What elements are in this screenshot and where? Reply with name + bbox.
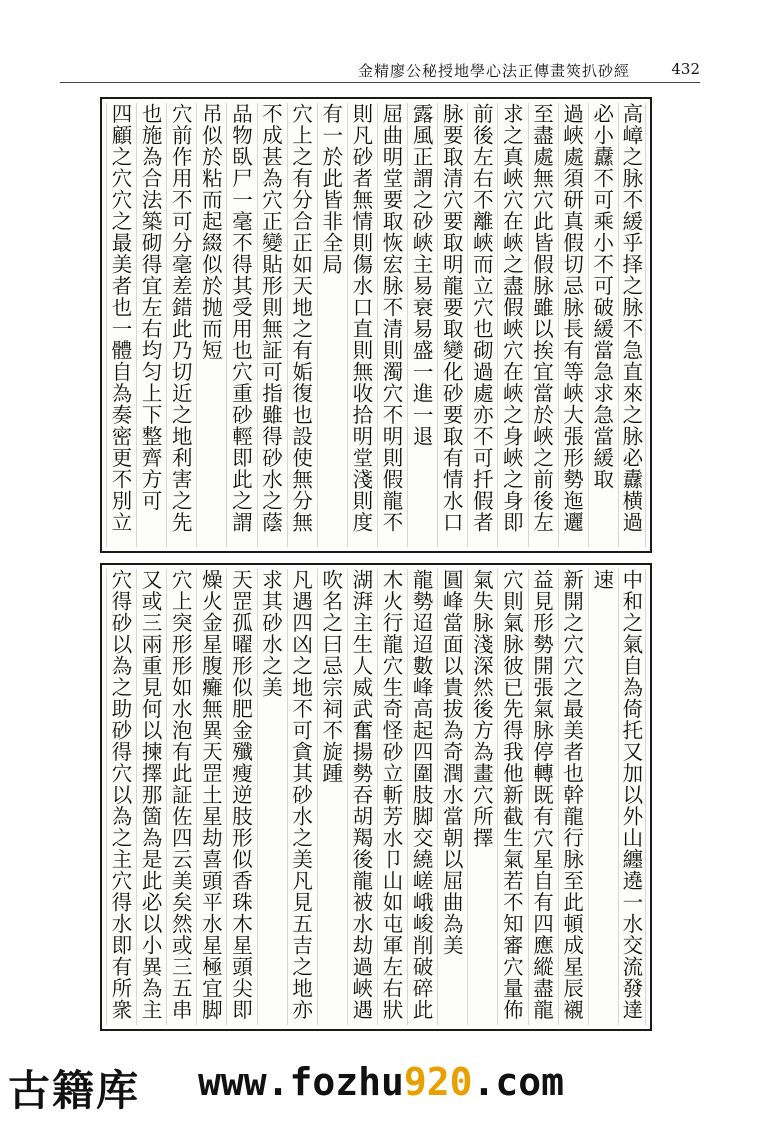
text-column: 脉要取清穴要取明龍要取變化砂要取有情水口 [437, 103, 465, 547]
text-column: 天罡孤曜形似肥金殲瘦逆肢形似香珠木星頭尖即 [226, 569, 254, 1025]
watermark-footer [0, 1058, 759, 1122]
text-column: 速 [588, 569, 616, 1025]
running-header [60, 58, 700, 84]
text-column: 前後左右不離峽而立穴也砌過處亦不可扦假者 [467, 103, 495, 547]
text-column: 中和之氣自為倚托又加以外山纏遶一水交流發達 [618, 569, 646, 1025]
book-title: 金精廖公秘授地學心法正傳畫筴扒砂經 [357, 62, 630, 80]
text-column: 有一於此皆非全局 [317, 103, 345, 547]
text-column: 龍勢迢迢數峰高起四圍肢脚交繞嵯峨峻削破碎此 [407, 569, 435, 1025]
text-column: 穴前作用不可分毫差錯此乃切近之地利害之先 [166, 103, 194, 547]
text-column: 露風正謂之砂峽主易衰易盛一進一退 [407, 103, 435, 547]
bottom-print-panel [100, 563, 652, 1031]
text-column: 益見形勢開張氣脉停轉既有穴星自有四應縱盡龍 [528, 569, 556, 1025]
text-column: 凡遇四凶之地不可貪其砂水之美凡見五吉之地亦 [287, 569, 315, 1025]
text-column: 木火行龍穴生奇怪砂立斬芳水卩山如屯軍左右狀 [377, 569, 405, 1025]
text-column: 吹名之曰忌宗祠不旋踵 [317, 569, 345, 1025]
text-column: 品物臥尸一毫不得其受用也穴重砂輕即此之謂 [226, 103, 254, 547]
text-column: 圓峰當面以貴拔為奇潤水當朝以屈曲為美 [437, 569, 465, 1025]
text-column: 高嶂之脉不緩乎择之脉不急直來之脉必纛横過 [618, 103, 646, 547]
url-highlight: 920 [403, 1060, 473, 1104]
text-column: 必小纛不可乘小不可破緩當急求急當緩取 [588, 103, 616, 547]
top-print-panel [100, 97, 652, 553]
text-column: 過峽處須研真假切忌脉長有等峽大張形勢迤邐 [558, 103, 586, 547]
text-column: 求其砂水之美 [257, 569, 285, 1025]
site-url: www.fozhu920.com [198, 1060, 565, 1104]
text-column: 又或三兩重見何以揀擇那箇為是此必以小異為主 [136, 569, 164, 1025]
text-column: 也施為合法築砌得宜左右均匀上下整齊方可 [136, 103, 164, 547]
site-logo: 古籍库 [8, 1066, 141, 1115]
text-column: 四顧之穴穴之最美者也一體自為奏密更不別立 [106, 103, 134, 547]
text-column: 穴得砂以為之助砂得穴以為之主穴得水即有所衆 [106, 569, 134, 1025]
text-column: 湖湃主生人威武奮揚勢吞胡羯後龍被水劫過峽遇 [347, 569, 375, 1025]
text-column: 則凡砂者無情則傷水口直則無收拾明堂淺則度 [347, 103, 375, 547]
text-column: 至盡處無穴此皆假脉雖以挨宜當於峽之前後左 [528, 103, 556, 547]
text-column: 不成甚為穴正變貼形則無証可指雖得砂水之蔭 [257, 103, 285, 547]
bottom-text-columns [106, 569, 646, 1025]
header-rule [60, 82, 700, 83]
text-column: 燥火金星腹癱無異天罡土星劫喜頭平水星極宜脚 [196, 569, 224, 1025]
text-column: 穴則氣脉彼已先得我他新截生氣若不知審穴量佈 [497, 569, 525, 1025]
text-column: 求之真峽穴在峽之盡假峽穴在峽之身峽之身即 [497, 103, 525, 547]
text-column: 穴上突形形如水泡有此証佐四云美矣然或三五串 [166, 569, 194, 1025]
text-column: 氣失脉淺深然後方為畫穴所擇 [467, 569, 495, 1025]
page-number: 432 [671, 60, 700, 78]
text-column: 吊似於粘而起綴似於抛而短 [196, 103, 224, 547]
text-column: 穴上之有分合正如天地之有姤復也設使無分無 [287, 103, 315, 547]
top-text-columns [106, 103, 646, 547]
text-column: 屈曲明堂要取恢宏脉不清則濁穴不明則假龍不 [377, 103, 405, 547]
text-column: 新開之穴穴之最美者也幹龍行脉至此頓成星辰襯 [558, 569, 586, 1025]
